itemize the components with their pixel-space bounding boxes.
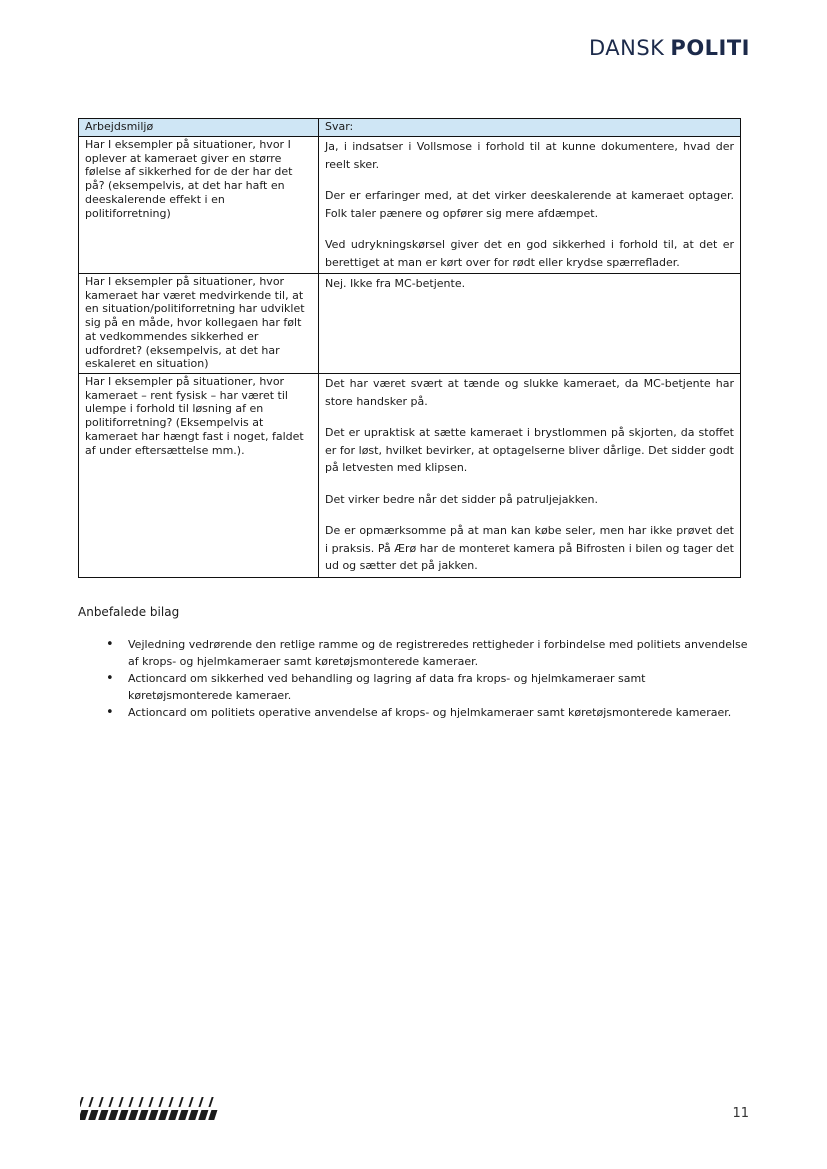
answer-paragraph: De er opmærksomme på at man kan købe seler, men har ikke prøvet det i praksis. På Ærø har de monteret kamera på Bifrosten i bilen og tager det ud og sætter det på jakken. xyxy=(325,524,734,572)
answer-paragraph: Ja, i indsatser i Vollsmose i forhold til at kunne dokumentere, hvad der reelt sker. xyxy=(325,140,734,171)
logo-text-light: DANSK xyxy=(588,36,665,60)
question-cell: Har I eksempler på situationer, hvor kameraet – rent fysisk – har været til ulempe i forhold til løsning af en politiforretning? (Eksempelvis at kameraet har hængt fast i noget, faldet af under eftersættelse mm.). xyxy=(79,374,319,578)
answer-cell xyxy=(319,274,741,374)
stripe-row-bottom xyxy=(80,1110,217,1120)
answer-paragraph: Nej. Ikke fra MC-betjente. xyxy=(325,277,466,290)
list-item: • Vejledning vedrørende den retlige ramme og de registreredes rettigheder i forbindelse med politiets anvendelse af krops- og hjelmkameraer samt køretøjsmonterede kameraer. xyxy=(128,636,748,670)
table-row xyxy=(79,274,741,374)
recommended-attachments-list xyxy=(128,636,748,721)
answer-cell xyxy=(319,374,741,578)
arbejdsmiljo-table xyxy=(78,118,741,578)
answer-paragraph: Ved udrykningskørsel giver det en god sikkerhed i forhold til, at det er berettiget at man er kørt over for rødt eller krydse spærreflader. xyxy=(325,238,734,269)
answer-paragraph: Det er upraktisk at sætte kameraet i brystlommen på skjorten, da stoffet er for løst, hvilket bevirker, at optagelserne bliver dårlige. Det sidder godt på letvesten med klipsen. xyxy=(325,426,734,474)
answer-paragraph: Der er erfaringer med, at det virker deeskalerende at kameraet optager. Folk taler pænere og opfører sig mere afdæmpet. xyxy=(325,189,734,220)
column-header-topic: Arbejdsmiljø xyxy=(79,119,319,137)
list-item: • Actioncard om politiets operative anvendelse af krops- og hjelmkameraer samt køretøjsmonterede kameraer. xyxy=(128,704,748,721)
table-row xyxy=(79,137,741,274)
question-cell: Har I eksempler på situationer, hvor kameraet har været medvirkende til, at en situation/politiforretning har udviklet sig på en måde, hvor kollegaen har følt at vedkommendes sikkerhed er udfordret? (eksempelvis, at det har eskaleret en situation) xyxy=(79,274,319,374)
answer-paragraph: Det virker bedre når det sidder på patruljejakken. xyxy=(325,492,599,506)
stripe-row-top xyxy=(80,1097,214,1107)
table-header-row xyxy=(79,119,741,137)
page-number: 11 xyxy=(732,1106,749,1121)
list-item: • Actioncard om sikkerhed ved behandling og lagring af data fra krops- og hjelmkameraer samt køretøjsmonterede kameraer. xyxy=(128,670,748,704)
footer-stripes-logo xyxy=(80,1096,220,1122)
answer-cell xyxy=(319,137,741,274)
section-title: Anbefalede bilag xyxy=(78,605,180,619)
dansk-politi-logo xyxy=(589,36,750,60)
answer-paragraph: Det har været svært at tænde og slukke kameraet, da MC-betjente har store handsker på. xyxy=(325,377,734,408)
column-header-answer: Svar: xyxy=(319,119,741,137)
table-row xyxy=(79,374,741,578)
logo-text-bold: POLITI xyxy=(670,36,750,60)
question-cell: Har I eksempler på situationer, hvor I oplever at kameraet giver en større følelse af sikkerhed for de der har det på? (eksempelvis, at det har haft en deeskalerende effekt i en politiforretning) xyxy=(79,137,319,274)
